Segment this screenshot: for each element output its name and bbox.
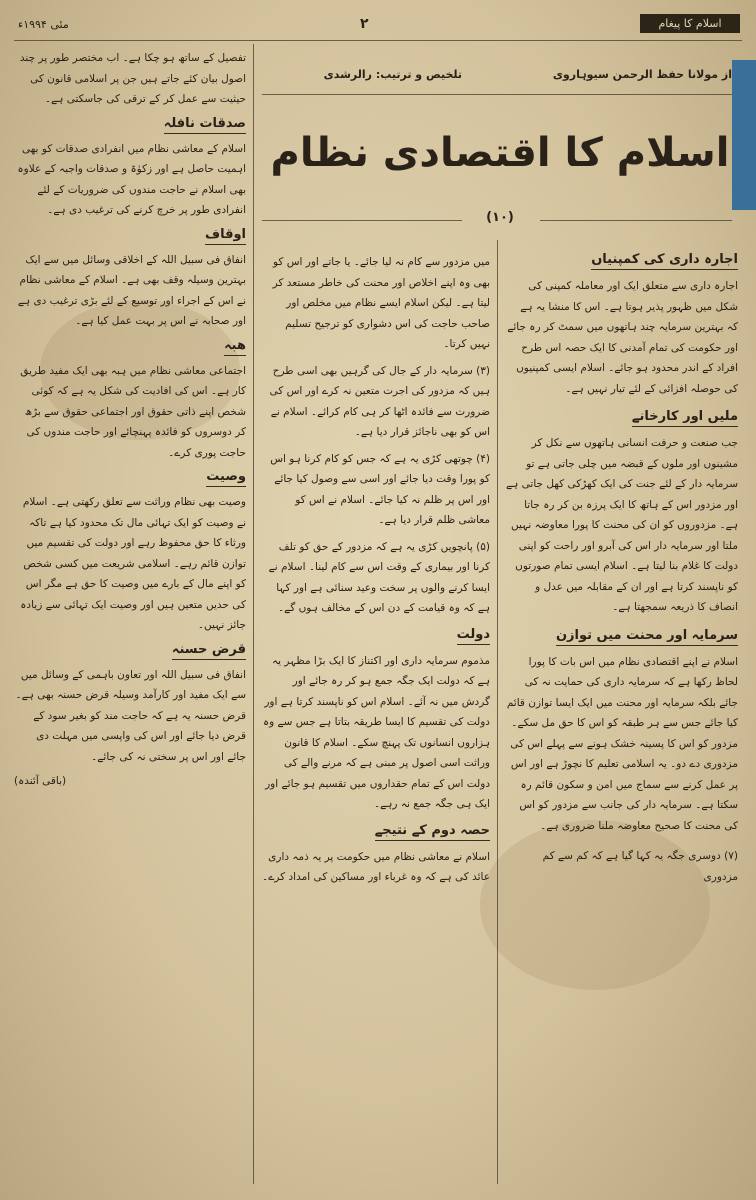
heading-wealth: دولت <box>457 627 490 645</box>
paragraph: اسلام نے معاشی نظام میں حکومت پر یہ ذمہ داری عائد کی ہے کہ وہ غرباء اور مساکین کی امداد کرے۔ <box>262 850 490 883</box>
heading-monopoly-companies: اجارہ داری کی کمپنیاں <box>591 252 738 270</box>
compiler-name: تلخیص و ترتیب: رالرشدی <box>323 68 462 81</box>
header-magazine-name: اسلام کا پیغام <box>640 14 740 33</box>
column-footer-text: (۷) دوسری جگہ یہ کہا گیا ہے کہ کم سے کم مزدوری <box>542 850 738 883</box>
paragraph: (۴) چوتھی کڑی یہ ہے کہ جس کو کام کرنا ہو اس کو پورا وقت دیا جائے اور اسی سے وصول کیا جائے اور اس پر ظلم نہ کیا جائے۔ اسلام نے اس کو معاشی ظلم قرار دیا ہے۔ <box>270 452 490 526</box>
left-column <box>14 48 246 792</box>
right-column <box>506 248 738 887</box>
heading-will: وصیت <box>206 469 246 487</box>
heading-benevolent-loan: قرض حسنہ <box>172 642 246 660</box>
paragraph: اجارہ داری سے متعلق ایک اور معاملہ کمپنی کی شکل میں ظہور پذیر ہوتا ہے۔ اس کا منشا یہ ہے کہ بہترین سرمایہ چند ہاتھوں میں سمٹ کر رہ جائے اور حکومت کی تمام آمدنی کا ایک حصہ اس طرح افراد کے اندر محدود ہو جائے۔ اسلام ایسی کمپنیوں کی حوصلہ افزائی کے لئے تیار نہیں ہے۔ <box>507 280 738 395</box>
paragraph: میں مزدور سے کام نہ لیا جائے۔ یا جاتے اور اس کو بھی وہ اپنے اخلاص اور محنت کی خاطر مستعد کر لیتا ہے۔ لیکن اسلام ایسے نظام میں مخلص اور صاحب حاجت کی اس دشواری کو ترجیح تسلیم نہیں کرتا۔ <box>272 256 490 350</box>
header-divider <box>14 40 742 41</box>
column-divider-right <box>497 240 498 1184</box>
paragraph: مذموم سرمایہ داری اور اکتناز کا ایک بڑا مظہر یہ ہے کہ دولت ایک جگہ جمع ہو کر رہ جائے اور گردش میں نہ آئے۔ اسلام اس کو ناپسند کرتا ہے اور دولت کی تقسیم کا ایسا طریقہ بتاتا ہے جس سے وہ ہزاروں انسانوں تک پہنچ سکے۔ اسلام کا قانون وراثت اسی اصول پر مبنی ہے کہ مرنے والے کی دولت اس کے تمام حقداروں میں تقسیم ہو جائے اور ایک ہی جگہ جمع نہ رہے۔ <box>262 654 490 810</box>
paragraph: اسلام نے اپنے اقتصادی نظام میں اس بات کا پورا لحاظ رکھا ہے کہ سرمایہ داری کی حمایت نہ کی جائے بلکہ سرمایہ اور محنت میں ایک ایسا توازن قائم کیا جائے جس سے ہر طبقہ کو اس کا حق مل سکے۔ مزدور کو اس کا پسینہ خشک ہونے سے پہلے اس کی مزدوری دے دو۔ یہ اسلامی تعلیم کا نچوڑ ہے اور اس پر عمل کرنے سے سماج میں امن و سکون قائم رہ سکتا ہے۔ سرمایہ دار کی جانب سے مزدور کو اس کی محنت کا صحیح معاوضہ ملنا ضروری ہے۔ <box>506 655 738 832</box>
article-part: (۱۰) <box>486 210 514 225</box>
heading-gift: ھبہ <box>224 338 246 356</box>
page-header <box>0 0 756 40</box>
paragraph: اجتماعی معاشی نظام میں ہبہ بھی ایک مفید طریق کار ہے۔ اس کی افادیت کی شکل یہ ہے کہ کوئی شخص اپنے ذاتی حقوق اور اجتماعی حقوق سے بڑھ کر دوسروں کو فائدہ پہنچائے اور حاجت مندوں کی حاجت پوری کرے۔ <box>20 364 246 459</box>
author-divider <box>262 94 732 95</box>
heading-endowments: اوقاف <box>205 227 246 245</box>
heading-voluntary-charity: صدقات نافلہ <box>164 116 246 134</box>
paragraph: انفاق فی سبیل اللہ کے اخلاقی وسائل میں سے ایک بہترین وسیلہ وقف بھی ہے۔ اسلام کے معاشی نظام نے اس کے اجراء اور توسیع کے لئے بڑی ترغیب دی ہے اور صحابہ نے اس پر بہت عمل کیا ہے۔ <box>17 253 246 327</box>
title-rule-right <box>540 220 732 221</box>
continued-note: (باقی آئندہ) <box>14 775 67 787</box>
heading-capital-labour-balance: سرمایہ اور محنت میں توازن <box>556 628 738 646</box>
paragraph: (۵) پانچویں کڑی یہ ہے کہ مزدور کے حق کو تلف کرنا اور بیماری کے وقت اس سے کام لینا۔ اسلام نے ایسا کرنے والوں پر سخت وعید سنائی ہے اور کہا ہے کہ وہ قیامت کے دن اس کے مخالف ہوں گے۔ <box>268 540 490 614</box>
paragraph: (۳) سرمایہ دار کے جال کی گرہیں بھی اسی طرح ہیں کہ مزدور کی اجرت متعین نہ کرے اور اس کی ضرورت سے فائدہ اٹھا کر ہی کام کرائے۔ اسلام نے اس کو بھی ناجائز قرار دیا ہے۔ <box>269 364 490 438</box>
title-rule-left <box>262 220 462 221</box>
column-divider-left <box>253 44 254 1184</box>
paragraph: وصیت بھی نظام وراثت سے تعلق رکھتی ہے۔ اسلام نے وصیت کو ایک تہائی مال تک محدود کیا ہے تاکہ ورثاء کا حق محفوظ رہے اور دولت کی تقسیم میں توازن قائم رہے۔ اسلامی شریعت میں کسی شخص کو اپنے مال کے بارے میں وصیت کا حق ہے مگر اس کی حدیں متعین ہیں اور وصیت ایک تہائی سے زیادہ جائز نہیں۔ <box>20 496 246 631</box>
heading-part-two-results: حصہ دوم کے نتیجے <box>375 823 490 841</box>
heading-mills-factories: ملیں اور کارخانے <box>632 409 738 427</box>
edge-tab <box>732 60 756 210</box>
article-title: اسلام کا اقتصادی نظام <box>270 130 730 176</box>
page-number: ۲ <box>360 16 369 32</box>
author-name: از مولانا حفظ الرحمن سیوہاروی <box>552 68 732 81</box>
paragraph: تفصیل کے ساتھ ہو چکا ہے۔ اب مختصر طور پر چند اصول بیان کئے جاتے ہیں جن پر اسلامی قانون کی حیثیت سے عمل کر کے ترقی کی جاسکتی ہے۔ <box>19 52 246 105</box>
header-date: مئی ۱۹۹۴ء <box>18 18 69 31</box>
middle-column <box>262 252 490 888</box>
paragraph: جب صنعت و حرفت انسانی ہاتھوں سے نکل کر مشینوں اور ملوں کے قبضہ میں چلی جاتی ہے تو سرمایہ دار کے لئے جنت کی ایک کھڑکی کھل جاتی ہے اور مزدور اس کے ہاتھ کا ایک پرزہ بن کر رہ جاتا ہے۔ مزدوروں کو ان کی محنت کا پورا معاوضہ نہیں ملتا اور سرمایہ دار اس کی آبرو اور راحت کو اپنی دولت کا غلام بنا لیتا ہے۔ اسلام ایسی تمام صورتوں کو ناپسند کرتا ہے اور ان کے مقابلہ میں عدل و انصاف کا ذریعہ سمجھتا ہے۔ <box>506 437 738 613</box>
paragraph: انفاق فی سبیل اللہ اور تعاون باہمی کے وسائل میں سے ایک مفید اور کارآمد وسیلہ قرض حسنہ بھی ہے۔ قرض حسنہ یہ ہے کہ حاجت مند کو بغیر سود کے قرض دیا جائے اور اس کی واپسی میں مہلت دی جائے اور اس پر سختی نہ کی جائے۔ <box>15 668 246 763</box>
paragraph: اسلام کے معاشی نظام میں انفرادی صدقات کو بھی اہمیت حاصل ہے اور زکوٰۃ و صدقات واجبہ کے علاوہ بھی اسلام نے حاجت مندوں کی ضروریات کے لئے انفرادی طور پر خرچ کرنے کی ترغیب دی ہے۔ <box>17 142 246 216</box>
